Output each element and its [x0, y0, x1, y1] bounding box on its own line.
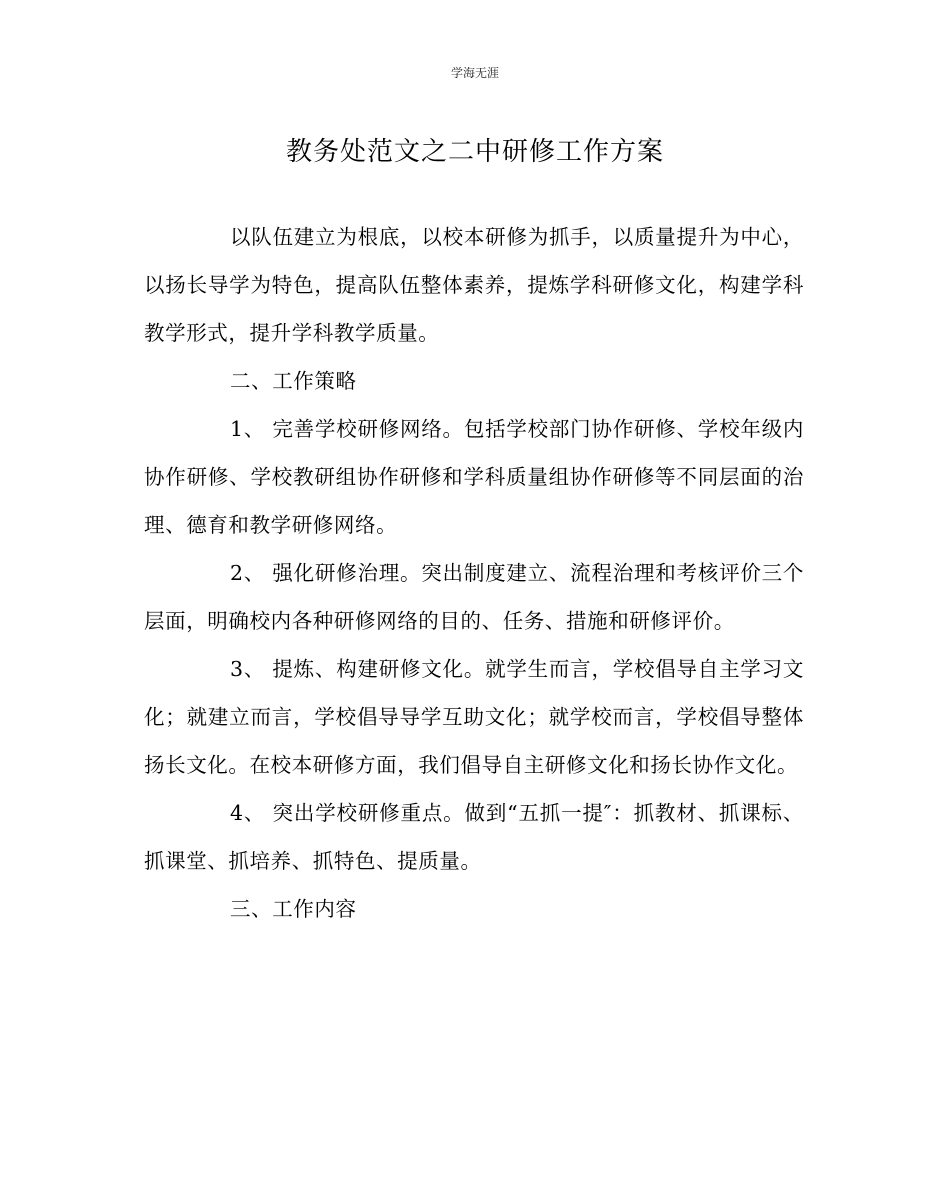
- paragraph-intro: 以队伍建立为根底，以校本研修为抓手，以质量提升为中心，以扬长导学为特色，提高队伍整体素养，提炼学科研修文化，构建学科教学形式，提升学科教学质量。: [144, 225, 804, 345]
- paragraph-item-3: 3、 提炼、构建研修文化。就学生而言，学校倡导自主学习文化；就建立而言，学校倡导导学互助文化；就学校而言，学校倡导整体扬长文化。在校本研修方面，我们倡导自主研修文化和扬长协作文化。: [144, 657, 804, 777]
- paragraph-item-2: 2、 强化研修治理。突出制度建立、流程治理和考核评价三个层面，明确校内各种研修网络的目的、任务、措施和研修评价。: [144, 561, 804, 633]
- paragraph-item-1: 1、 完善学校研修网络。包括学校部门协作研修、学校年级内协作研修、学校教研组协作研修和学科质量组协作研修等不同层面的治理、德育和教学研修网络。: [144, 417, 804, 537]
- paragraph-item-4: 4、 突出学校研修重点。做到“五抓一提″：抓教材、抓课标、抓课堂、抓培养、抓特色、提质量。: [144, 801, 804, 873]
- section-heading-strategy: 二、工作策略: [230, 369, 357, 393]
- page-header: 学海无涯: [450, 66, 499, 80]
- document-body: [144, 213, 804, 933]
- document-title: 教务处范文之二中研修工作方案: [285, 137, 664, 167]
- section-heading-content: 三、工作内容: [230, 897, 357, 921]
